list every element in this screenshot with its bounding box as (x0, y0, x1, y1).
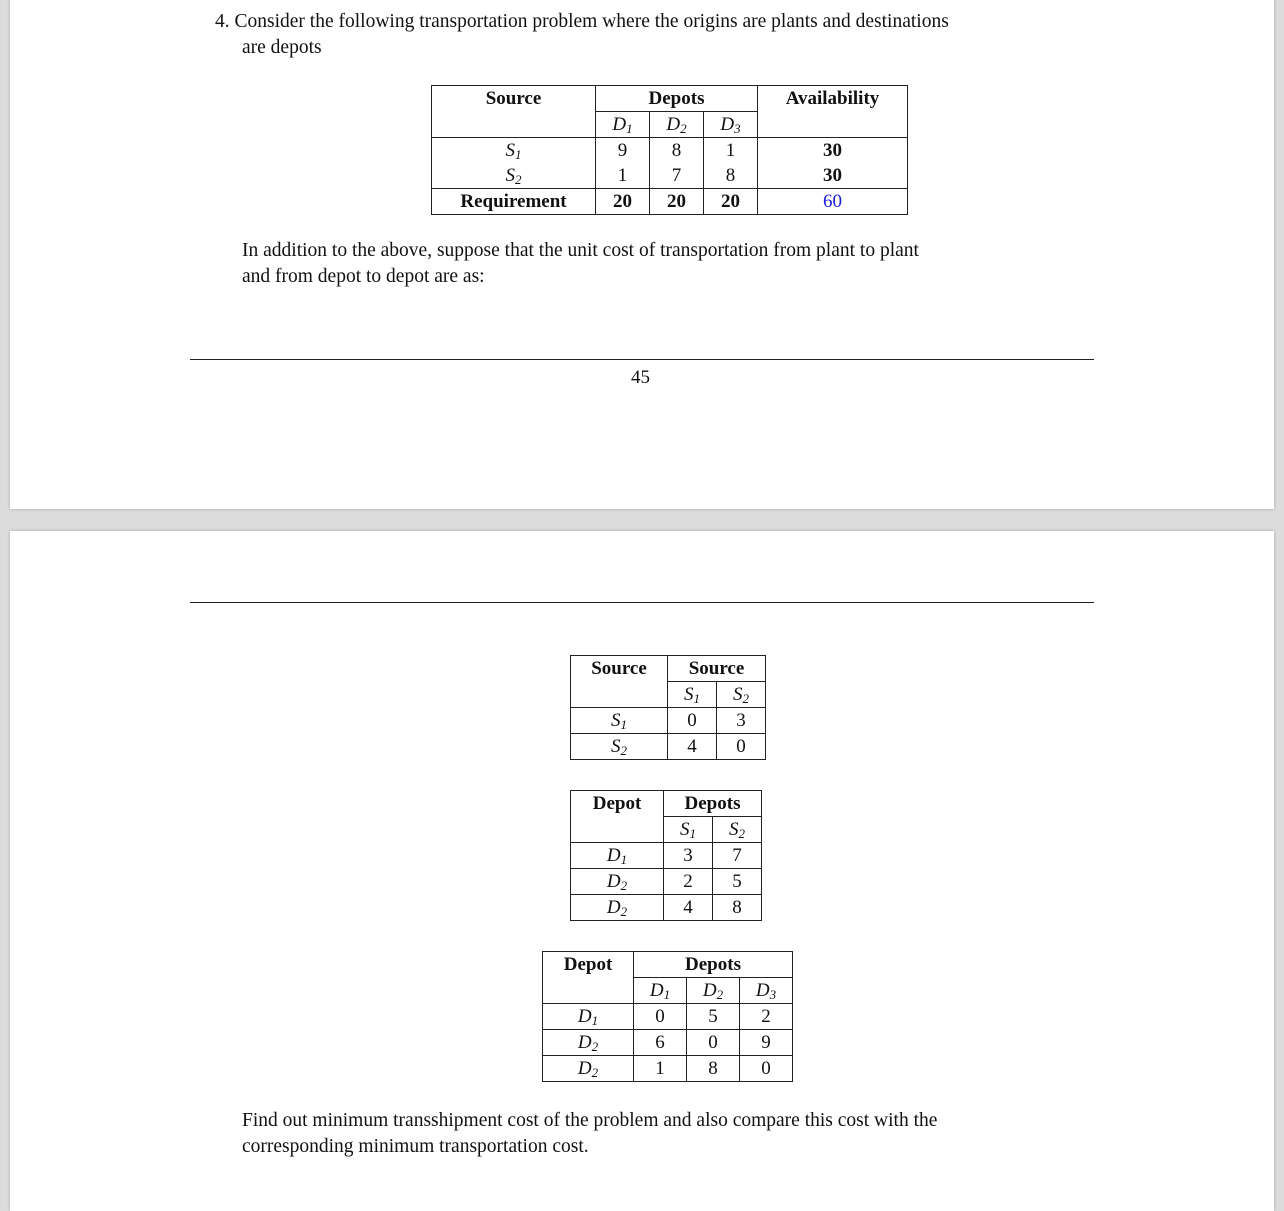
cost-cell: 7 (713, 843, 762, 869)
col-header: Depots (664, 791, 762, 817)
row-header: Depot (543, 952, 634, 978)
addition-line-2: and from depot to depot are as: (242, 265, 485, 287)
page-header-rule (190, 602, 1094, 603)
col-header-s1: $S_1$ (668, 682, 717, 708)
row-label-d2: $D_2$ (571, 895, 664, 921)
depot-to-source-table (570, 790, 762, 921)
col-header-d2: $D_2$ (687, 978, 740, 1004)
plant-to-plant-table (570, 655, 766, 760)
col-header: Source (668, 656, 766, 682)
requirement-cell: 20 (704, 189, 758, 215)
cost-cell: 4 (664, 895, 713, 921)
depots-header: Depots (596, 86, 758, 112)
addition-text (242, 238, 1122, 289)
row-header: Depot (571, 791, 664, 817)
cost-cell: 1 (704, 138, 758, 164)
col-header-s2: $S_2$ (717, 682, 766, 708)
question-line-2: are depots (242, 36, 322, 58)
cost-cell: 0 (740, 1056, 793, 1082)
col-header-d1: $D_1$ (634, 978, 687, 1004)
transportation-cost-table (431, 85, 908, 215)
availability-cell: 30 (758, 138, 908, 164)
row-label-s2: $S_2$ (432, 163, 596, 189)
cost-cell: 2 (664, 869, 713, 895)
document-page-2 (10, 531, 1274, 1211)
table-row (543, 1004, 793, 1030)
table-row (432, 163, 908, 189)
question-line-1: Consider the following transportation problem where the origins are plants and destinations (234, 11, 949, 32)
col-header-d3: $D_3$ (704, 112, 758, 138)
row-label-d2: $D_2$ (543, 1030, 634, 1056)
col-header-s2: $S_2$ (713, 817, 762, 843)
col-header: Depots (634, 952, 793, 978)
cost-cell: 0 (687, 1030, 740, 1056)
col-header-d3: $D_3$ (740, 978, 793, 1004)
cost-cell: 3 (664, 843, 713, 869)
table-row (543, 1030, 793, 1056)
availability-header: Availability (758, 86, 908, 112)
cost-cell: 5 (713, 869, 762, 895)
cost-cell: 5 (687, 1004, 740, 1030)
depot-to-depot-table (542, 951, 793, 1082)
row-label-s1: $S_1$ (571, 708, 668, 734)
row-label-d2: $D_2$ (543, 1056, 634, 1082)
cost-cell: 3 (717, 708, 766, 734)
col-header-d1: $D_1$ (596, 112, 650, 138)
final-line-1: Find out minimum transshipment cost of the problem and also compare this cost with the (242, 1110, 938, 1131)
row-header: Source (571, 656, 668, 682)
row-label-d1: $D_1$ (571, 843, 664, 869)
addition-line-1: In addition to the above, suppose that the unit cost of transportation from plant to plant (242, 240, 919, 261)
document-page-1 (10, 0, 1274, 509)
cost-cell: 8 (650, 138, 704, 164)
total-cell: 60 (758, 189, 908, 215)
availability-cell: 30 (758, 163, 908, 189)
cost-cell: 4 (668, 734, 717, 760)
question-number: 4. (215, 11, 230, 32)
cost-cell: 7 (650, 163, 704, 189)
table-row (571, 708, 766, 734)
table-row (571, 734, 766, 760)
table-row (571, 869, 762, 895)
cost-cell: 9 (740, 1030, 793, 1056)
question-text (215, 9, 1115, 60)
row-label-d2: $D_2$ (571, 869, 664, 895)
final-question-text (242, 1108, 1122, 1159)
row-label-s2: $S_2$ (571, 734, 668, 760)
cost-cell: 8 (687, 1056, 740, 1082)
table-row (571, 895, 762, 921)
page-number: 45 (631, 367, 650, 388)
final-line-2: corresponding minimum transportation cost. (242, 1135, 589, 1157)
row-label-d1: $D_1$ (543, 1004, 634, 1030)
table-row (571, 843, 762, 869)
cost-cell: 8 (713, 895, 762, 921)
cost-cell: 0 (668, 708, 717, 734)
cost-cell: 1 (596, 163, 650, 189)
cost-cell: 1 (634, 1056, 687, 1082)
cost-cell: 0 (634, 1004, 687, 1030)
cost-cell: 9 (596, 138, 650, 164)
requirement-cell: 20 (596, 189, 650, 215)
cost-cell: 2 (740, 1004, 793, 1030)
table-row (432, 138, 908, 164)
page-footer-rule (190, 359, 1094, 360)
table-row (543, 1056, 793, 1082)
source-header: Source (432, 86, 596, 112)
row-label-s1: $S_1$ (432, 138, 596, 164)
requirement-cell: 20 (650, 189, 704, 215)
col-header-s1: $S_1$ (664, 817, 713, 843)
cost-cell: 8 (704, 163, 758, 189)
requirement-row (432, 189, 908, 215)
cost-cell: 6 (634, 1030, 687, 1056)
requirement-label: Requirement (432, 189, 596, 215)
col-header-d2: $D_2$ (650, 112, 704, 138)
cost-cell: 0 (717, 734, 766, 760)
